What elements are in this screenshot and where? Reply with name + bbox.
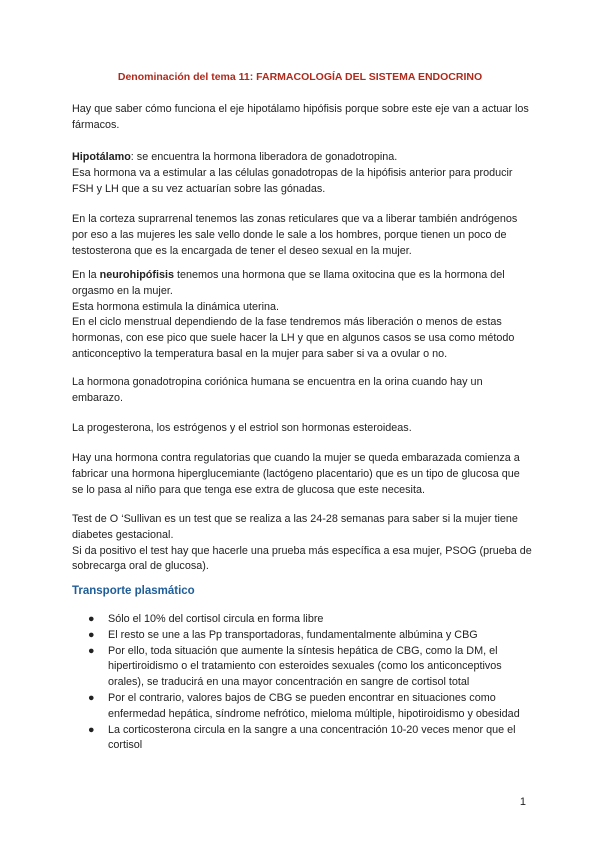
- neurohipofisis-pre: En la: [72, 269, 100, 281]
- document-title: Denominación del tema 11: FARMACOLOGÍA DEL SISTEMA ENDOCRINO: [117, 71, 483, 83]
- paragraph-gonadotropina: La hormona gonadotropina coriónica humana se encuentra en la orina cuando hay un embarazo.: [72, 376, 483, 404]
- list-item: [72, 628, 532, 644]
- hipotalamo-text: : se encuentra la hormona liberadora de gonadotropina.: [130, 151, 398, 163]
- bullet-icon: ●: [88, 613, 95, 625]
- bullet-list: [72, 612, 532, 754]
- neurohipofisis-line3: En el ciclo menstrual dependiendo de la fase tendremos más liberación o menos de estas hormonas, con ese pico que suele hacer la LH y que en algunos casos se usa como método anticonceptivo la temperatura basal en la mujer para saber si va a ovular o no.: [72, 316, 515, 360]
- paragraph-osullivan: [72, 512, 532, 575]
- term-neurohipofisis: neurohipófisis: [99, 269, 174, 281]
- paragraph-corteza: En la corteza suprarrenal tenemos las zonas reticulares que va a liberar también andrógenos por eso a las mujeres les sale vello donde le sale a los hombres, porque tienen un poco de testosterona que es la encargada de tener el deseo sexual en la mujer.: [72, 213, 518, 257]
- list-item-text: El resto se une a las Pp transportadoras, fundamentalmente albúmina y CBG: [108, 628, 478, 641]
- paragraph-esteroideas: La progesterona, los estrógenos y el estriol son hormonas esteroideas.: [72, 422, 412, 434]
- list-item-text: Por ello, toda situación que aumente la síntesis hepática de CBG, como la DM, el hipertiroidismo o el tratamiento con esteroides sexuales (como los anticonceptivos orales), se traducirá en una mayor concentración en sangre de cortisol total: [108, 644, 502, 689]
- bullet-icon: ●: [88, 644, 95, 657]
- list-item-text: La corticosterona circula en la sangre a una concentración 10-20 veces menor que el cortisol: [108, 723, 516, 752]
- list-item-text: Sólo el 10% del cortisol circula en forma libre: [108, 613, 324, 625]
- term-hipotalamo: Hipotálamo: [72, 151, 131, 163]
- list-item: [72, 723, 532, 755]
- osullivan-line1: Test de O ‘Sullivan es un test que se realiza a las 24-28 semanas para saber si la mujer tiene diabetes gestacional.: [72, 513, 518, 541]
- paragraph-contra-regulatorias: Hay una hormona contra regulatorias que cuando la mujer se queda embarazada comienza a fabricar una hormona hiperglucemiante (lactógeno placentario) que es un tipo de glucosa que se lo pasa al niño para que tenga ese extra de glucosa que este necesita.: [72, 452, 520, 496]
- paragraph-neurohipofisis: [72, 268, 532, 363]
- osullivan-line2: Si da positivo el test hay que hacerle una prueba más específica a esa mujer, PSOG (prueba de sobrecarga oral de glucosa).: [72, 544, 532, 573]
- list-item: [72, 644, 532, 691]
- bullet-icon: ●: [88, 691, 95, 704]
- paragraph-hipotalamo: [72, 150, 532, 197]
- list-item: [72, 691, 532, 723]
- list-item-text: Por el contrario, valores bajos de CBG se pueden encontrar en situaciones como enfermedad hepática, síndrome nefrótico, mieloma múltiple, hipotiroidismo y obesidad: [108, 691, 520, 720]
- bullet-icon: ●: [88, 723, 95, 736]
- list-item: [72, 612, 532, 628]
- neurohipofisis-text: tenemos una hormona que se llama oxitocina que es la hormona del orgasmo en la mujer.: [72, 269, 505, 297]
- page-number: 1: [519, 796, 526, 808]
- neurohipofisis-line2: Esta hormona estimula la dinámica uterina.: [72, 300, 280, 313]
- hipotalamo-detail: Esa hormona va a estimular a las células gonadotropas de la hipófisis anterior para producir FSH y LH que a su vez actuarían sobre las gónadas.: [72, 166, 513, 195]
- bullet-icon: ●: [88, 628, 95, 641]
- section-heading-transporte: Transporte plasmático: [72, 585, 195, 597]
- paragraph-intro: Hay que saber cómo funciona el eje hipotálamo hipófisis porque sobre este eje van a actuar los fármacos.: [72, 103, 529, 131]
